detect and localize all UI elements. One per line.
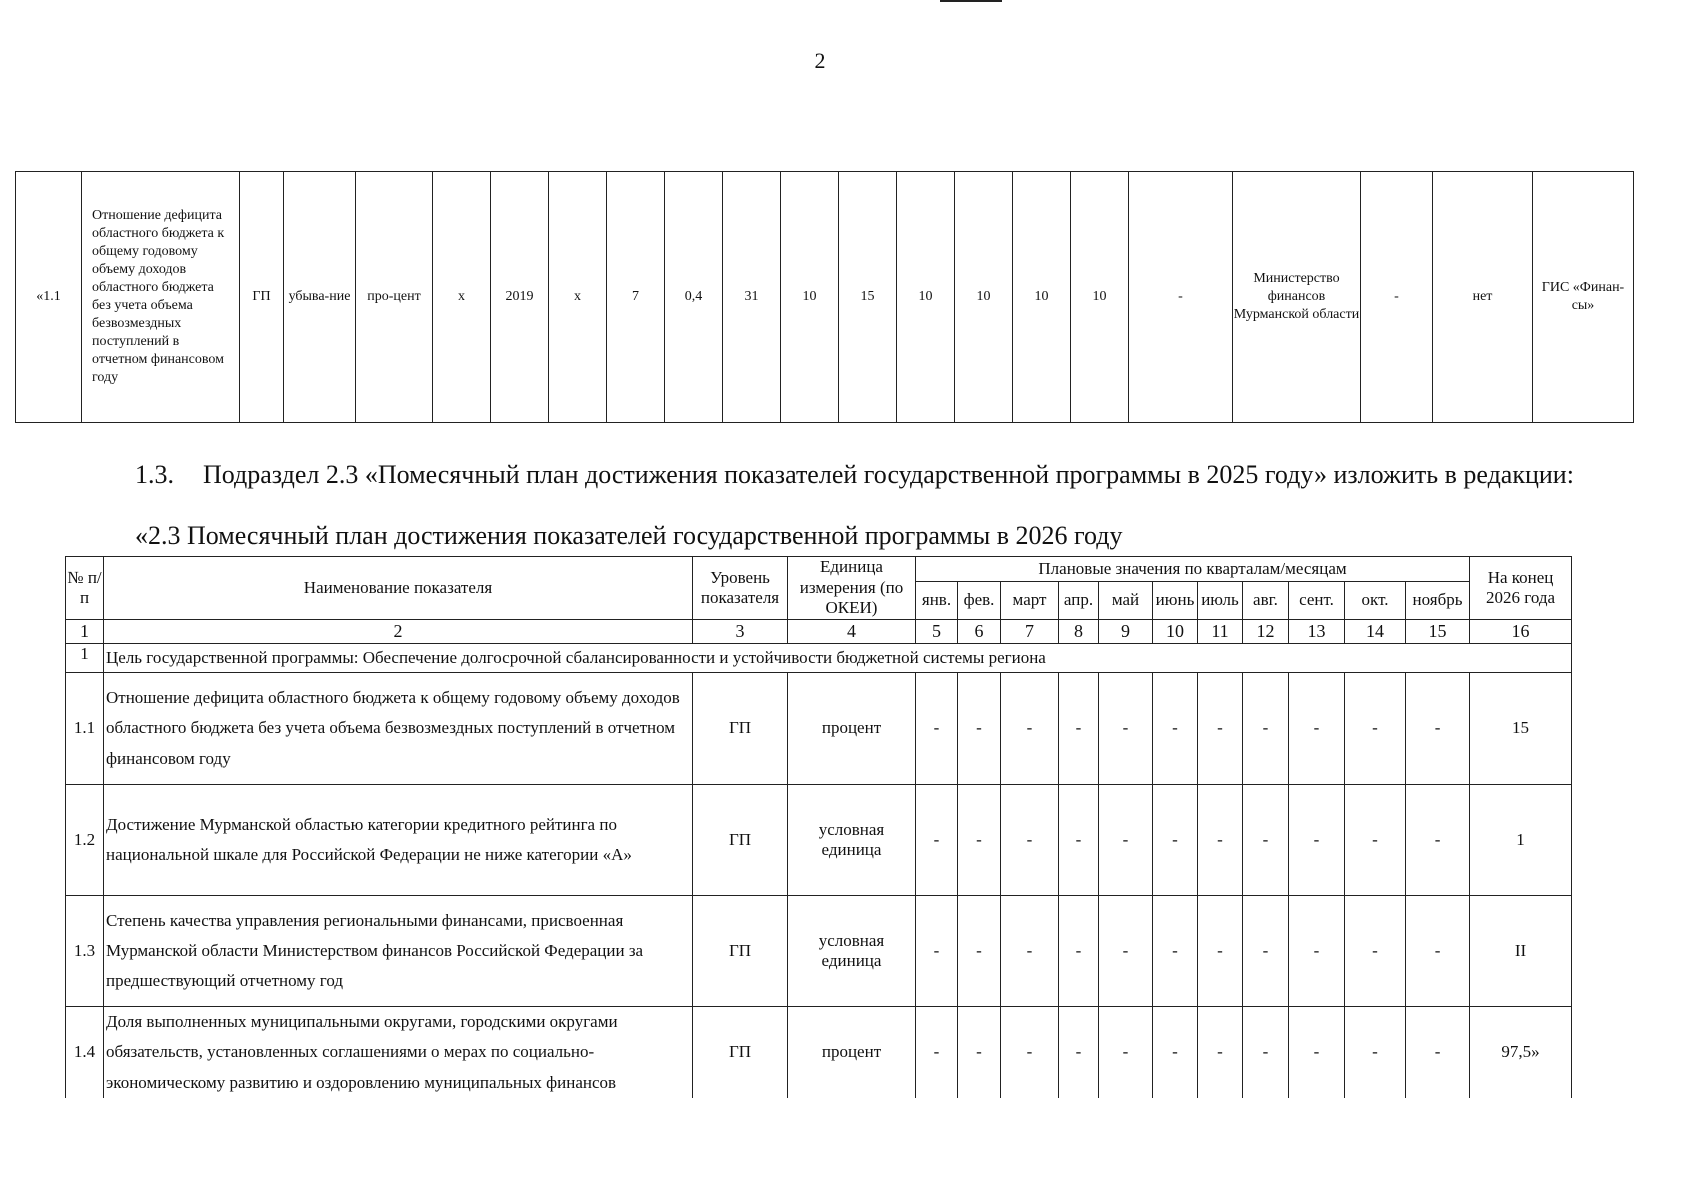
table-row: [66, 1007, 1596, 1098]
header-month: янв.: [916, 582, 958, 620]
table-cell: -: [1361, 172, 1433, 423]
indicator-name: Степень качества управления региональными финансами, присвоенная Мурманской области Министерством финансов Российской Федерации за предшествующий отчетному год: [104, 896, 693, 1007]
monthly-plan-table: [65, 556, 1596, 1098]
column-number: 16: [1470, 620, 1572, 644]
month-value: -: [1153, 785, 1198, 896]
indicator-unit: процент: [788, 673, 916, 785]
table-cell: х: [433, 172, 491, 423]
indicator-name: Отношение дефицита областного бюджета к общему годовому объему доходов областного бюджета без учета объема безвозмездных поступлений в отчетном финансовом году: [104, 673, 693, 785]
header-month: июнь: [1153, 582, 1198, 620]
column-number: 10: [1153, 620, 1198, 644]
end-value: II: [1470, 896, 1572, 1007]
table-cell: 10: [897, 172, 955, 423]
header-month: окт.: [1345, 582, 1406, 620]
column-number: 1: [66, 620, 104, 644]
month-value: -: [1059, 1007, 1099, 1098]
month-value: -: [1243, 673, 1289, 785]
month-value: -: [1059, 896, 1099, 1007]
month-value: -: [1099, 1007, 1153, 1098]
month-value: -: [1243, 785, 1289, 896]
month-value: -: [1001, 896, 1059, 1007]
month-value: -: [1001, 785, 1059, 896]
table-row: [66, 785, 1596, 896]
header-end: На конец 2026 года: [1470, 557, 1572, 620]
header-month: апр.: [1059, 582, 1099, 620]
month-value: -: [1406, 673, 1470, 785]
header-month: март: [1001, 582, 1059, 620]
column-number: 11: [1198, 620, 1243, 644]
row-number: «1.1: [16, 172, 82, 423]
indicator-level: ГП: [693, 896, 788, 1007]
header-month: ноябрь: [1406, 582, 1470, 620]
indicator-name: Отношение дефицита областного бюджета к общему годовому объему доходов областного бюджета без учета объема безвозмездных поступлений в отчетном финансовом году: [82, 172, 240, 423]
month-value: -: [958, 896, 1001, 1007]
month-value: -: [1406, 1007, 1470, 1098]
month-value: -: [1198, 785, 1243, 896]
indicator-name: Доля выполненных муниципальными округами, городскими округами обязательств, установленных соглашениями о мерах по социально-экономическому развитию и оздоровлению муниципальных финансов: [104, 1007, 693, 1098]
header-month: сент.: [1289, 582, 1345, 620]
table-header-row: [66, 557, 1596, 582]
column-number-row: [66, 620, 1596, 644]
month-value: -: [1243, 896, 1289, 1007]
month-value: -: [1289, 896, 1345, 1007]
header-planned: Плановые значения по кварталам/месяцам: [916, 557, 1470, 582]
row-number: 1.3: [66, 896, 104, 1007]
month-value: -: [1406, 785, 1470, 896]
indicator-level: ГП: [240, 172, 284, 423]
month-value: -: [1153, 1007, 1198, 1098]
goal-number: 1: [66, 644, 104, 673]
table-cell: 0,4: [665, 172, 723, 423]
month-value: -: [1059, 673, 1099, 785]
column-number: 8: [1059, 620, 1099, 644]
top-rule: [940, 0, 1002, 2]
table-cell: 10: [781, 172, 839, 423]
month-value: -: [1345, 896, 1406, 1007]
amendment-paragraph: [65, 458, 1595, 492]
month-value: -: [916, 785, 958, 896]
table-cell: 10: [1013, 172, 1071, 423]
indicator-unit: про-цент: [356, 172, 433, 423]
month-value: -: [1059, 785, 1099, 896]
table-cell: 10: [1071, 172, 1129, 423]
table-cell: 31: [723, 172, 781, 423]
month-value: -: [1345, 1007, 1406, 1098]
month-value: -: [1289, 673, 1345, 785]
month-value: -: [916, 896, 958, 1007]
month-value: -: [958, 785, 1001, 896]
row-number: 1.4: [66, 1007, 104, 1098]
page-number: 2: [814, 48, 826, 73]
indicator-table-continuation: [15, 171, 1634, 423]
month-value: -: [916, 673, 958, 785]
column-number: 4: [788, 620, 916, 644]
month-value: -: [1289, 1007, 1345, 1098]
end-value: 97,5»: [1470, 1007, 1572, 1098]
column-number: 3: [693, 620, 788, 644]
table-row: [66, 896, 1596, 1007]
header-level: Уровень показателя: [693, 557, 788, 620]
responsible-body: Министерство финансов Мурманской области: [1233, 172, 1361, 423]
goal-text: Цель государственной программы: Обеспечение долгосрочной сбалансированности и устойчивости бюджетной системы региона: [104, 644, 1572, 673]
month-value: -: [1153, 673, 1198, 785]
month-value: -: [1406, 896, 1470, 1007]
header-month: июль: [1198, 582, 1243, 620]
indicator-unit: процент: [788, 1007, 916, 1098]
header-month: авг.: [1243, 582, 1289, 620]
table-row: [66, 673, 1596, 785]
goal-row: [66, 644, 1596, 673]
table-cell: -: [1129, 172, 1233, 423]
indicator-level: ГП: [693, 785, 788, 896]
information-system: ГИС «Финан-сы»: [1533, 172, 1634, 423]
end-value: 15: [1470, 673, 1572, 785]
indicator-level: ГП: [693, 673, 788, 785]
header-month: май: [1099, 582, 1153, 620]
month-value: -: [1198, 1007, 1243, 1098]
month-value: -: [1099, 896, 1153, 1007]
month-value: -: [1198, 673, 1243, 785]
indicator-trend: убыва-ние: [284, 172, 356, 423]
column-number: 2: [104, 620, 693, 644]
indicator-unit: условная единица: [788, 896, 916, 1007]
table-cell: х: [549, 172, 607, 423]
header-month: фев.: [958, 582, 1001, 620]
section-heading: «2.3 Помесячный план достижения показателей государственной программы в 2026 году: [135, 521, 1123, 550]
month-value: -: [958, 1007, 1001, 1098]
month-value: -: [1153, 896, 1198, 1007]
month-value: -: [1001, 1007, 1059, 1098]
indicator-unit: условная единица: [788, 785, 916, 896]
row-number: 1.1: [66, 673, 104, 785]
column-number: 5: [916, 620, 958, 644]
month-value: -: [1099, 673, 1153, 785]
column-number: 12: [1243, 620, 1289, 644]
column-number: 7: [1001, 620, 1059, 644]
paragraph-number: 1.3.: [135, 460, 174, 489]
month-value: -: [1099, 785, 1153, 896]
header-name: Наименование показателя: [104, 557, 693, 620]
month-value: -: [1198, 896, 1243, 1007]
column-number: 15: [1406, 620, 1470, 644]
column-number: 14: [1345, 620, 1406, 644]
header-unit: Единица измерения (по ОКЕИ): [788, 557, 916, 620]
table-cell: нет: [1433, 172, 1533, 423]
month-value: -: [1289, 785, 1345, 896]
table-row: [16, 172, 1634, 423]
month-value: -: [1345, 673, 1406, 785]
header-num: № п/п: [66, 557, 104, 620]
table-cell: 15: [839, 172, 897, 423]
row-number: 1.2: [66, 785, 104, 896]
column-number: 6: [958, 620, 1001, 644]
indicator-level: ГП: [693, 1007, 788, 1098]
end-value: 1: [1470, 785, 1572, 896]
table-cell: 2019: [491, 172, 549, 423]
month-value: -: [958, 673, 1001, 785]
column-number: 9: [1099, 620, 1153, 644]
paragraph-text: Подраздел 2.3 «Помесячный план достижения показателей государственной программы в 2025 году» изложить в редакции:: [203, 460, 1574, 489]
table-cell: 10: [955, 172, 1013, 423]
month-value: -: [1001, 673, 1059, 785]
indicator-name: Достижение Мурманской областью категории кредитного рейтинга по национальной шкале для Российской Федерации не ниже категории «А»: [104, 785, 693, 896]
month-value: -: [1243, 1007, 1289, 1098]
month-value: -: [1345, 785, 1406, 896]
column-number: 13: [1289, 620, 1345, 644]
month-value: -: [916, 1007, 958, 1098]
table-cell: 7: [607, 172, 665, 423]
